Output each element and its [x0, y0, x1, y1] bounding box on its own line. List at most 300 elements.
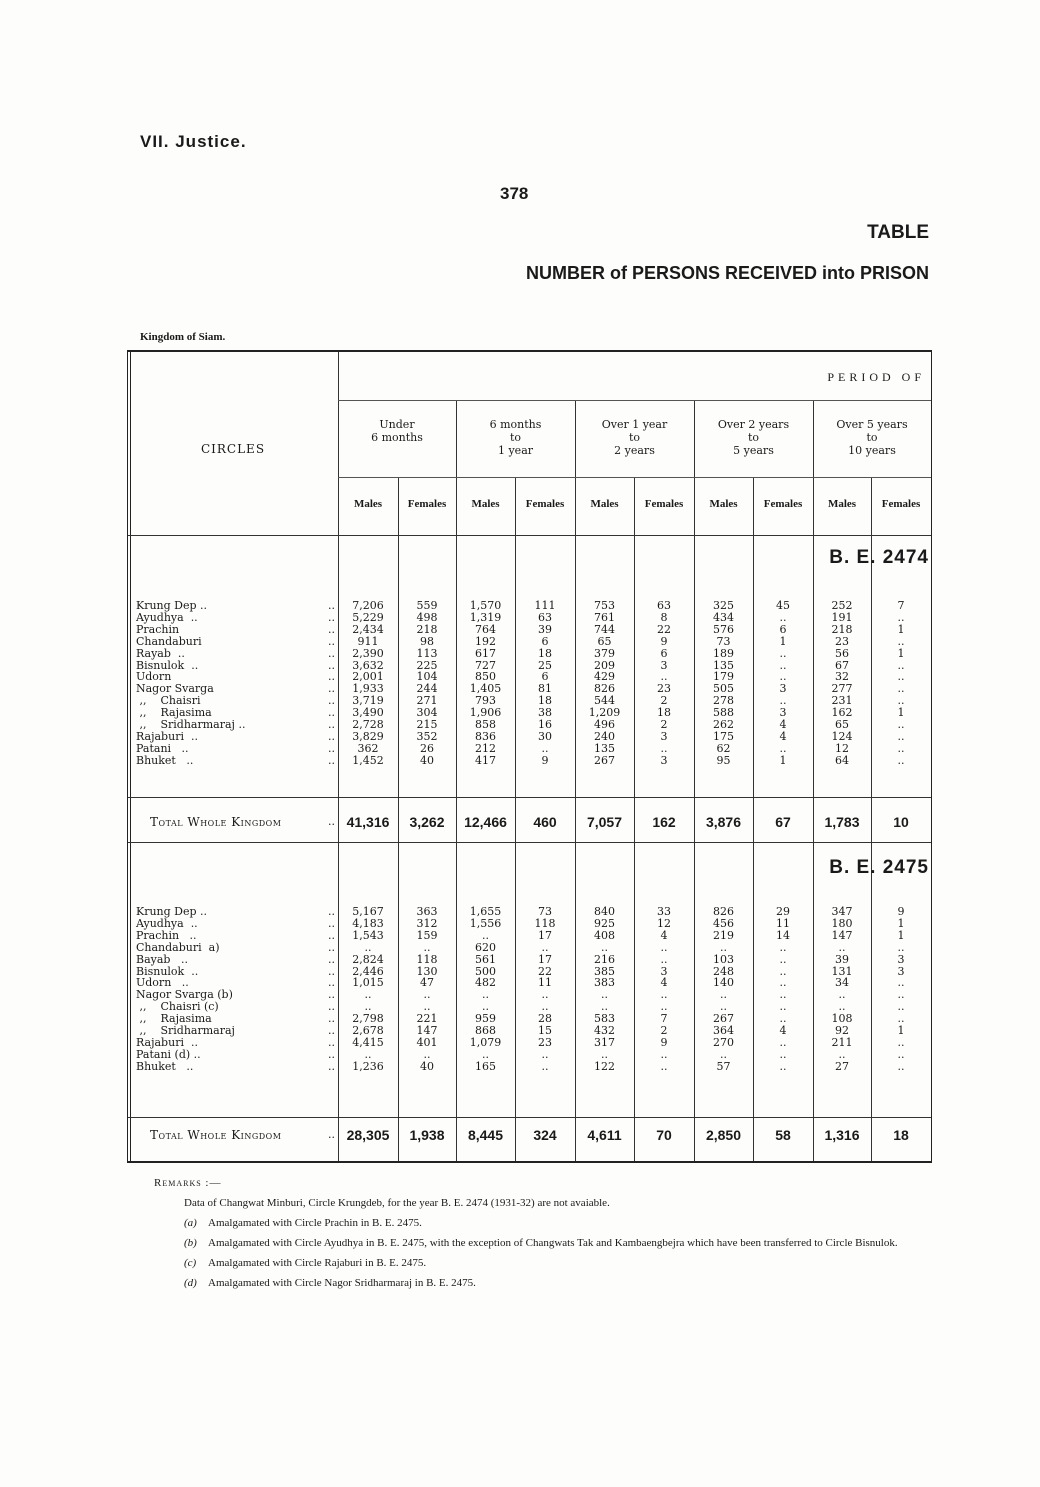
table-cell: 3: [779, 682, 787, 696]
period-group-line: 5 years: [733, 444, 774, 457]
table-cell: 3: [660, 658, 668, 672]
row-rule: [128, 797, 931, 798]
table-cell: 135: [594, 741, 615, 755]
year-label: B. E. 2474: [829, 547, 929, 568]
table-cell: 1,079: [469, 1035, 502, 1049]
table-cell: ..: [897, 753, 905, 767]
table-cell: 456: [713, 916, 734, 930]
table-cell: 401: [416, 1035, 438, 1049]
table-cell: ..: [779, 1059, 787, 1073]
circle-name: ,, Chaisri: [136, 694, 201, 708]
leader-dots: ..: [328, 1024, 335, 1037]
table-cell: ..: [482, 988, 489, 1002]
table-cell: 2,728: [352, 718, 384, 731]
table-cell: 7,206: [352, 599, 384, 612]
table-cell: 131: [831, 964, 853, 978]
circle-name: ,, Rajasima: [136, 1012, 212, 1026]
table-cell: 2,678: [352, 1024, 384, 1037]
table-cell: 64: [835, 753, 849, 767]
circle-name: Bayab ..: [136, 952, 188, 966]
table-cell: 1,405: [469, 682, 502, 696]
table-cell: 417: [475, 753, 496, 767]
table-cell: 122: [594, 1059, 615, 1073]
circle-name: Rajaburi ..: [136, 729, 198, 743]
table-cell: 304: [416, 706, 438, 720]
table-cell: 434: [713, 610, 734, 624]
table-cell: ..: [720, 1047, 727, 1061]
leader-dots: ..: [328, 729, 335, 743]
table-cell: 248: [713, 964, 734, 978]
table-cell: 362: [357, 741, 379, 755]
table-cell: 278: [713, 694, 734, 708]
table-cell: 262: [713, 718, 734, 731]
table-cell: 850: [475, 670, 496, 684]
table-cell: ..: [838, 1000, 846, 1014]
period-group-line: 10 years: [848, 444, 896, 457]
table-cell: 868: [475, 1024, 496, 1037]
table-cell: 33: [657, 905, 671, 918]
females-header: Females: [525, 498, 565, 510]
table-cell: ..: [779, 741, 787, 755]
table-cell: 14: [776, 928, 790, 942]
females-header: Females: [407, 498, 447, 510]
table-cell: 4,183: [352, 916, 384, 930]
table-cell: ..: [779, 964, 787, 978]
table-cell: 218: [416, 622, 438, 636]
table-cell: 959: [475, 1012, 496, 1026]
period-group-line: to: [509, 431, 522, 444]
table-cell: 2: [660, 1024, 668, 1037]
table-cell: ..: [541, 940, 549, 954]
table-cell: 267: [713, 1012, 734, 1026]
period-group-header: [338, 418, 456, 444]
total-cell: 67: [775, 814, 791, 830]
circle-name: Patani (d) ..: [136, 1047, 201, 1061]
table-cell: 95: [716, 753, 731, 767]
circle-name: ,, Rajasima: [136, 706, 212, 720]
period-group-header: [813, 418, 931, 457]
leader-dots: ..: [328, 1035, 335, 1049]
prison-table: [127, 350, 932, 1163]
table-cell: 9: [541, 753, 549, 767]
leader-dots: ..: [328, 658, 335, 672]
table-cell: 67: [835, 658, 849, 672]
table-cell: 583: [594, 1012, 615, 1026]
period-group-header: [575, 418, 694, 457]
table-cell: 30: [538, 729, 552, 743]
total-label: Total Whole Kingdom: [150, 815, 282, 829]
table-cell: ..: [779, 658, 787, 672]
table-cell: 826: [594, 682, 615, 696]
circle-name: ,, Sridharmaraj: [136, 1024, 235, 1037]
table-cell: ..: [364, 1047, 372, 1061]
circle-name: Bisnulok ..: [136, 658, 199, 672]
leader-dots: ..: [328, 815, 335, 828]
circle-name: Rajaburi ..: [136, 1035, 198, 1049]
leader-dots: ..: [328, 1047, 335, 1061]
row-rule: [128, 535, 931, 536]
table-cell: ..: [897, 1035, 905, 1049]
circle-name: Chandaburi a): [136, 940, 220, 954]
table-cell: 3,829: [352, 729, 384, 743]
total-cell: 2,850: [705, 1127, 742, 1143]
table-cell: ..: [897, 682, 905, 696]
table-cell: 23: [657, 682, 671, 696]
remarks: [154, 1175, 944, 1291]
total-cell: 10: [893, 814, 909, 830]
table-cell: 4: [660, 976, 668, 990]
table-cell: 28: [538, 1012, 552, 1026]
table-cell: ..: [779, 646, 787, 660]
leader-dots: ..: [328, 1000, 335, 1014]
table-cell: 9: [660, 1035, 668, 1049]
table-cell: 18: [538, 646, 552, 660]
table-cell: 25: [538, 658, 552, 672]
total-cell: 41,316: [346, 814, 390, 830]
table-cell: 65: [597, 634, 612, 648]
total-cell: 8,445: [467, 1127, 504, 1143]
table-cell: 81: [538, 682, 552, 696]
table-cell: 500: [475, 964, 496, 978]
table-cell: 147: [831, 928, 853, 942]
table-cell: ..: [660, 1000, 668, 1014]
row-rule: [338, 400, 931, 401]
table-cell: ..: [601, 988, 608, 1002]
period-group-line: Over 2 years: [717, 418, 790, 431]
circle-name: ,, Chaisri (c): [136, 1000, 219, 1014]
table-cell: 1,570: [469, 599, 502, 612]
table-cell: 65: [835, 718, 849, 731]
table-cell: 218: [831, 622, 853, 636]
table-cell: ..: [720, 988, 727, 1002]
table-cell: 2,434: [352, 622, 384, 636]
table-cell: 1,543: [352, 928, 384, 942]
table-cell: 111: [534, 599, 556, 612]
table-cell: 385: [594, 964, 615, 978]
table-cell: ..: [660, 1059, 668, 1073]
table-cell: 147: [416, 1024, 438, 1037]
table-cell: 3,490: [352, 706, 384, 720]
total-label: Total Whole Kingdom: [150, 1128, 282, 1142]
table-cell: ..: [897, 741, 905, 755]
row-rule: [128, 842, 931, 843]
table-cell: 192: [475, 634, 496, 648]
table-cell: 209: [594, 658, 615, 672]
table-cell: 1,655: [469, 905, 502, 918]
table-cell: ..: [779, 1047, 787, 1061]
period-group-line: to: [628, 431, 641, 444]
remark-note-text: Amalgamated with Circle Rajaburi in B. E. 2475.: [208, 1257, 427, 1269]
table-cell: 3: [660, 729, 668, 743]
table-cell: 124: [831, 729, 853, 743]
table-cell: ..: [779, 976, 787, 990]
table-cell: 7: [660, 1012, 668, 1026]
table-cell: 559: [416, 599, 438, 612]
table-cell: 4: [660, 928, 668, 942]
table-cell: 45: [776, 599, 790, 612]
table-cell: 3,632: [352, 658, 384, 672]
table-cell: 1: [897, 1024, 905, 1037]
circle-name: Bisnulok ..: [136, 964, 199, 978]
table-cell: 620: [475, 940, 496, 954]
table-cell: ..: [482, 1000, 489, 1014]
table-cell: 544: [594, 694, 615, 708]
table-cell: 617: [475, 646, 496, 660]
table-cell: ..: [897, 1059, 905, 1073]
table-cell: 18: [657, 706, 671, 720]
table-cell: 38: [538, 706, 552, 720]
table-cell: ..: [601, 1047, 608, 1061]
males-header: Males: [709, 498, 738, 510]
table-cell: 1,209: [588, 706, 621, 720]
table-cell: 363: [416, 905, 438, 918]
table-cell: 27: [835, 1059, 849, 1073]
table-cell: 498: [416, 610, 438, 624]
table-cell: 277: [831, 682, 853, 696]
circles-header: CIRCLES: [200, 442, 266, 456]
table-cell: 18: [538, 694, 552, 708]
circle-name: Krung Dep ..: [136, 599, 208, 612]
total-cell: 18: [893, 1127, 909, 1143]
table-cell: 23: [538, 1035, 552, 1049]
table-label: TABLE: [867, 222, 929, 243]
table-cell: ..: [482, 1047, 489, 1061]
leader-dots: ..: [328, 964, 335, 978]
table-cell: ..: [423, 1000, 431, 1014]
table-cell: 231: [831, 694, 853, 708]
period-group-header: [694, 418, 813, 457]
leader-dots: ..: [328, 741, 335, 755]
table-cell: ..: [779, 1000, 787, 1014]
period-group-line: to: [747, 431, 760, 444]
leader-dots: ..: [328, 1128, 335, 1141]
table-cell: 6: [779, 622, 787, 636]
table-cell: 6: [660, 646, 668, 660]
remark-note-label: (d): [184, 1277, 197, 1289]
table-cell: 576: [713, 622, 734, 636]
circle-name: Krung Dep ..: [136, 905, 208, 918]
table-cell: 9: [660, 634, 668, 648]
page-number: 378: [500, 184, 529, 203]
table-cell: 175: [713, 729, 734, 743]
table-cell: ..: [660, 952, 668, 966]
leader-dots: ..: [328, 916, 335, 930]
table-cell: 4: [779, 1024, 787, 1037]
table-cell: 34: [835, 976, 849, 990]
remark-note: [154, 1215, 944, 1231]
table-cell: 17: [538, 928, 552, 942]
total-cell: 162: [652, 814, 676, 830]
table-cell: 159: [416, 928, 438, 942]
table-cell: ..: [897, 634, 905, 648]
table-cell: 8: [660, 610, 668, 624]
table-cell: 240: [594, 729, 615, 743]
table-cell: 312: [416, 916, 438, 930]
table-cell: ..: [897, 1047, 905, 1061]
table-cell: 63: [538, 610, 552, 624]
table-cell: 17: [538, 952, 552, 966]
table-cell: 29: [776, 905, 790, 918]
table-cell: 57: [716, 1059, 731, 1073]
table-cell: 63: [657, 599, 671, 612]
table-cell: 840: [594, 905, 615, 918]
leader-dots: ..: [328, 940, 335, 954]
row-rule: [128, 1117, 931, 1118]
leader-dots: ..: [328, 682, 335, 696]
table-cell: 561: [475, 952, 496, 966]
table-cell: ..: [779, 988, 787, 1002]
remark-note-text: Amalgamated with Circle Ayudhya in B. E. 2475, with the exception of Changwats Tak and Kambaengbejra which have been transferred to Circle Bisnulok.: [208, 1237, 898, 1249]
table-cell: 73: [716, 634, 731, 648]
table-cell: 32: [835, 670, 849, 684]
table-cell: 3,719: [352, 694, 384, 708]
leader-dots: ..: [328, 928, 335, 942]
leader-dots: ..: [328, 646, 335, 660]
leader-dots: ..: [328, 976, 335, 990]
circle-name: ,, Sridharmaraj ..: [136, 718, 246, 731]
table-cell: 130: [416, 964, 438, 978]
total-cell: 3,876: [705, 814, 742, 830]
table-cell: 925: [594, 916, 615, 930]
leader-dots: ..: [328, 718, 335, 731]
total-row: [128, 1125, 931, 1145]
leader-dots: ..: [328, 599, 335, 612]
leader-dots: ..: [328, 634, 335, 648]
table-cell: ..: [482, 928, 489, 942]
table-cell: 911: [357, 634, 379, 648]
table-cell: 11: [776, 916, 790, 930]
table-cell: 482: [475, 976, 496, 990]
period-group-line: 2 years: [614, 444, 655, 457]
table-cell: 1,452: [352, 753, 384, 767]
table-cell: 7: [897, 599, 905, 612]
table-cell: 6: [541, 670, 549, 684]
remark-note-text: Amalgamated with Circle Nagor Sridharmaraj in B. E. 2475.: [208, 1277, 476, 1289]
table-cell: 3: [897, 952, 905, 966]
table-cell: ..: [779, 670, 787, 684]
males-header: Males: [471, 498, 500, 510]
circle-name: Ayudhya ..: [136, 610, 198, 624]
total-cell: 12,466: [464, 814, 507, 830]
table-cell: 4: [779, 729, 787, 743]
circle-name: Nagor Svarga (b): [136, 988, 233, 1002]
table-cell: 40: [420, 753, 434, 767]
table-cell: ..: [897, 940, 905, 954]
total-cell: 1,783: [824, 814, 860, 830]
table-cell: 4,415: [352, 1035, 384, 1049]
table-cell: 118: [534, 916, 556, 930]
females-header: Females: [881, 498, 921, 510]
circle-name: Udorn: [136, 670, 172, 684]
table-cell: 6: [541, 634, 549, 648]
table-cell: ..: [838, 988, 846, 1002]
leader-dots: ..: [328, 753, 335, 767]
table-cell: ..: [423, 940, 431, 954]
table-cell: 793: [475, 694, 496, 708]
leader-dots: ..: [328, 988, 335, 1002]
table-cell: 165: [475, 1059, 496, 1073]
males-header: Males: [827, 498, 857, 510]
period-header: PERIOD OF: [827, 370, 925, 384]
table-cell: 108: [831, 1012, 853, 1026]
table-cell: 2,446: [352, 964, 384, 978]
table-cell: 16: [538, 718, 552, 731]
table-cell: ..: [364, 940, 372, 954]
table-cell: ..: [541, 741, 549, 755]
table-cell: ..: [660, 988, 668, 1002]
table-cell: 364: [713, 1024, 734, 1037]
table-cell: 727: [475, 658, 496, 672]
period-group-line: 6 months: [371, 431, 423, 444]
circle-name: Nagor Svarga: [136, 682, 214, 696]
period-group-header: [456, 418, 575, 457]
table-cell: 1,556: [469, 916, 502, 930]
table-cell: ..: [541, 1059, 549, 1073]
table-cell: ..: [897, 694, 905, 708]
table-cell: 9: [897, 905, 905, 918]
remark-note-text: Amalgamated with Circle Prachin in B. E. 2475.: [208, 1217, 422, 1229]
table-cell: 1: [779, 634, 787, 648]
table-cell: 2,390: [352, 646, 384, 660]
table-cell: 3: [779, 706, 787, 720]
table-cell: ..: [838, 1047, 846, 1061]
table-cell: ..: [897, 610, 905, 624]
table-cell: ..: [779, 1035, 787, 1049]
table-cell: ..: [897, 976, 905, 990]
table-cell: 252: [831, 599, 853, 612]
table-cell: ..: [364, 988, 372, 1002]
table-cell: ..: [423, 988, 431, 1002]
table-cell: ..: [897, 1012, 905, 1026]
table-cell: 113: [416, 646, 438, 660]
table-cell: 432: [594, 1024, 615, 1037]
leader-dots: ..: [328, 610, 335, 624]
row-rule: [338, 477, 931, 478]
remark-note-label: (a): [184, 1217, 197, 1229]
remark-note: [154, 1235, 944, 1251]
table-cell: 744: [594, 622, 615, 636]
leader-dots: ..: [328, 1059, 335, 1073]
leader-dots: ..: [328, 905, 335, 918]
total-cell: 324: [533, 1127, 557, 1143]
table-cell: 764: [475, 622, 496, 636]
table-cell: 189: [713, 646, 734, 660]
table-cell: 496: [594, 718, 615, 731]
table-title: NUMBER of PERSONS RECEIVED into PRISON: [525, 263, 929, 283]
table-cell: ..: [541, 1000, 549, 1014]
table-row: [128, 1060, 931, 1073]
table-cell: 429: [594, 670, 615, 684]
table-cell: 225: [416, 658, 438, 672]
table-cell: 1: [779, 753, 787, 767]
leader-dots: ..: [328, 622, 335, 636]
table-cell: 1: [897, 928, 905, 942]
total-cell: 58: [775, 1127, 791, 1143]
leader-dots: ..: [328, 670, 335, 684]
table-cell: 140: [713, 976, 734, 990]
females-header: Females: [763, 498, 803, 510]
table-cell: 753: [594, 599, 615, 612]
table-cell: 221: [416, 1012, 438, 1026]
period-group-line: Under: [379, 418, 415, 431]
table-cell: 2: [660, 718, 668, 731]
section-title: VII. Justice.: [140, 132, 247, 151]
circle-name: Bhuket ..: [136, 1059, 194, 1073]
total-cell: 460: [533, 814, 557, 830]
table-cell: ..: [720, 1000, 727, 1014]
table-cell: 104: [416, 670, 438, 684]
total-cell: 4,611: [587, 1127, 622, 1143]
